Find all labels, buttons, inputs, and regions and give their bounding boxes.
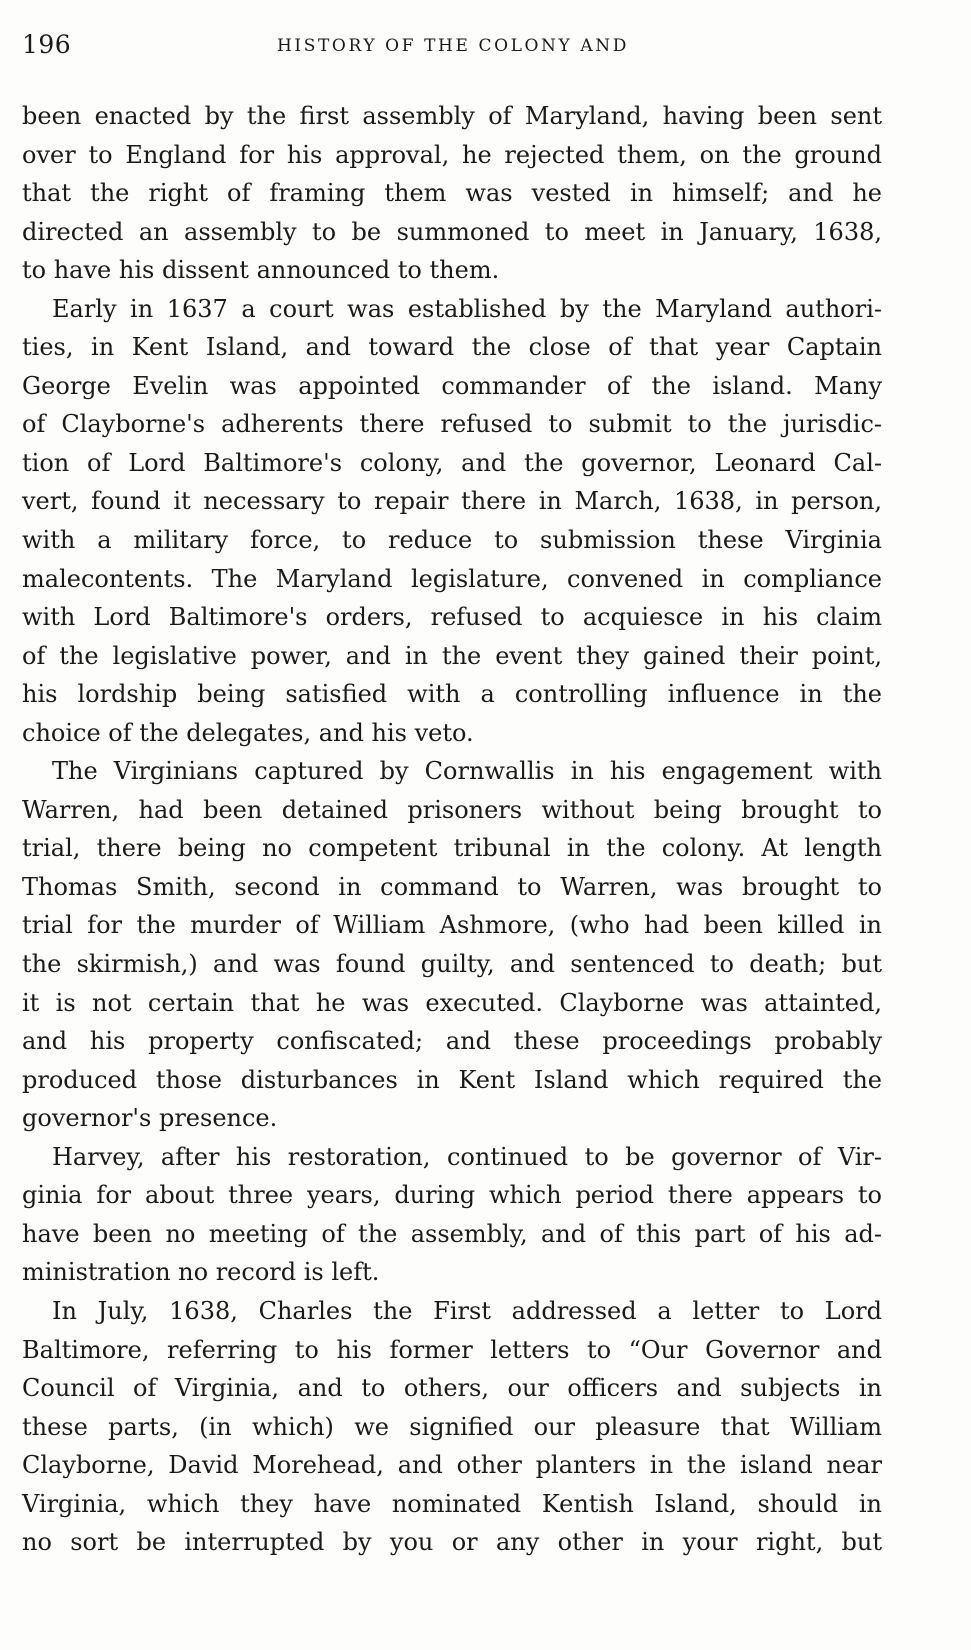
text-line: these parts, (in which) we signified our pleasure that William [22,1412,882,1441]
text-line: governor's presence. [22,1104,278,1133]
text-line: been enacted by the first assembly of Maryland, having been sent [22,102,882,130]
text-line: In July, 1638, Charles the First addressed a letter to Lord [52,1296,882,1325]
text-line: ginia for about three years, during which period there appears to [22,1181,882,1210]
text-line: over to England for his approval, he rejected them, on the ground [22,140,882,169]
text-line: trial for the murder of William Ashmore, (who had been killed in [22,911,882,940]
text-line: that the right of framing them was vested in himself; and he [22,179,882,208]
text-line: Council of Virginia, and to others, our officers and subjects in [22,1374,882,1403]
text-line: George Evelin was appointed commander of the island. Many [22,371,882,400]
text-line: Baltimore, referring to his former letters to “Our Governor and [22,1335,882,1364]
text-line: Virginia, which they have nominated Kentish Island, should in [22,1489,882,1518]
text-line: the skirmish,) and was found guilty, and sentenced to death; but [22,950,882,979]
text-line: tion of Lord Baltimore's colony, and the governor, Leonard Cal- [22,448,882,477]
text-line: of Clayborne's adherents there refused to submit to the jurisdic- [22,410,882,439]
text-line: produced those disturbances in Kent Island which required the [22,1065,882,1094]
text-line: Harvey, after his restoration, continued to be governor of Vir- [52,1142,882,1171]
paragraph [22,290,882,753]
text-line: and his property confiscated; and these proceedings probably [22,1027,882,1056]
page-header [22,30,905,70]
text-line: of the legislative power, and in the event they gained their point, [22,641,882,670]
running-head: HISTORY OF THE COLONY AND [277,36,629,56]
text-line: ties, in Kent Island, and toward the close of that year Captain [22,333,882,362]
page-number: 196 [22,30,72,59]
text-line: no sort be interrupted by you or any other in your right, but [22,1528,882,1557]
text-line: Warren, had been detained prisoners without being brought to [22,795,882,824]
text-line: with Lord Baltimore's orders, refused to acquiesce in his claim [22,603,882,632]
text-line: to have his dissent announced to them. [22,256,500,285]
paragraph [22,1292,882,1562]
text-line: his lordship being satisfied with a controlling influence in the [22,680,882,709]
text-line: Early in 1637 a court was established by the Maryland authori- [52,294,882,323]
text-line: it is not certain that he was executed. Clayborne was attainted, [22,988,882,1017]
text-line: The Virginians captured by Cornwallis in his engagement with [52,757,882,786]
text-line: ministration no record is left. [22,1258,380,1287]
paragraph [22,97,882,290]
text-line: with a military force, to reduce to submission these Virginia [22,526,882,555]
text-line: Clayborne, David Morehead, and other planters in the island near [22,1451,882,1480]
paragraph [22,1138,882,1292]
text-line: choice of the delegates, and his veto. [22,718,474,747]
text-line: malecontents. The Maryland legislature, convened in compliance [22,564,882,593]
paragraph [22,752,882,1137]
text-line: directed an assembly to be summoned to meet in January, 1638, [22,217,882,246]
text-line: trial, there being no competent tribunal in the colony. At length [22,834,882,863]
text-line: vert, found it necessary to repair there in March, 1638, in person, [22,487,882,516]
body-text [22,97,882,1562]
text-line: Thomas Smith, second in command to Warren, was brought to [22,872,882,901]
text-line: have been no meeting of the assembly, and of this part of his ad- [22,1219,882,1248]
